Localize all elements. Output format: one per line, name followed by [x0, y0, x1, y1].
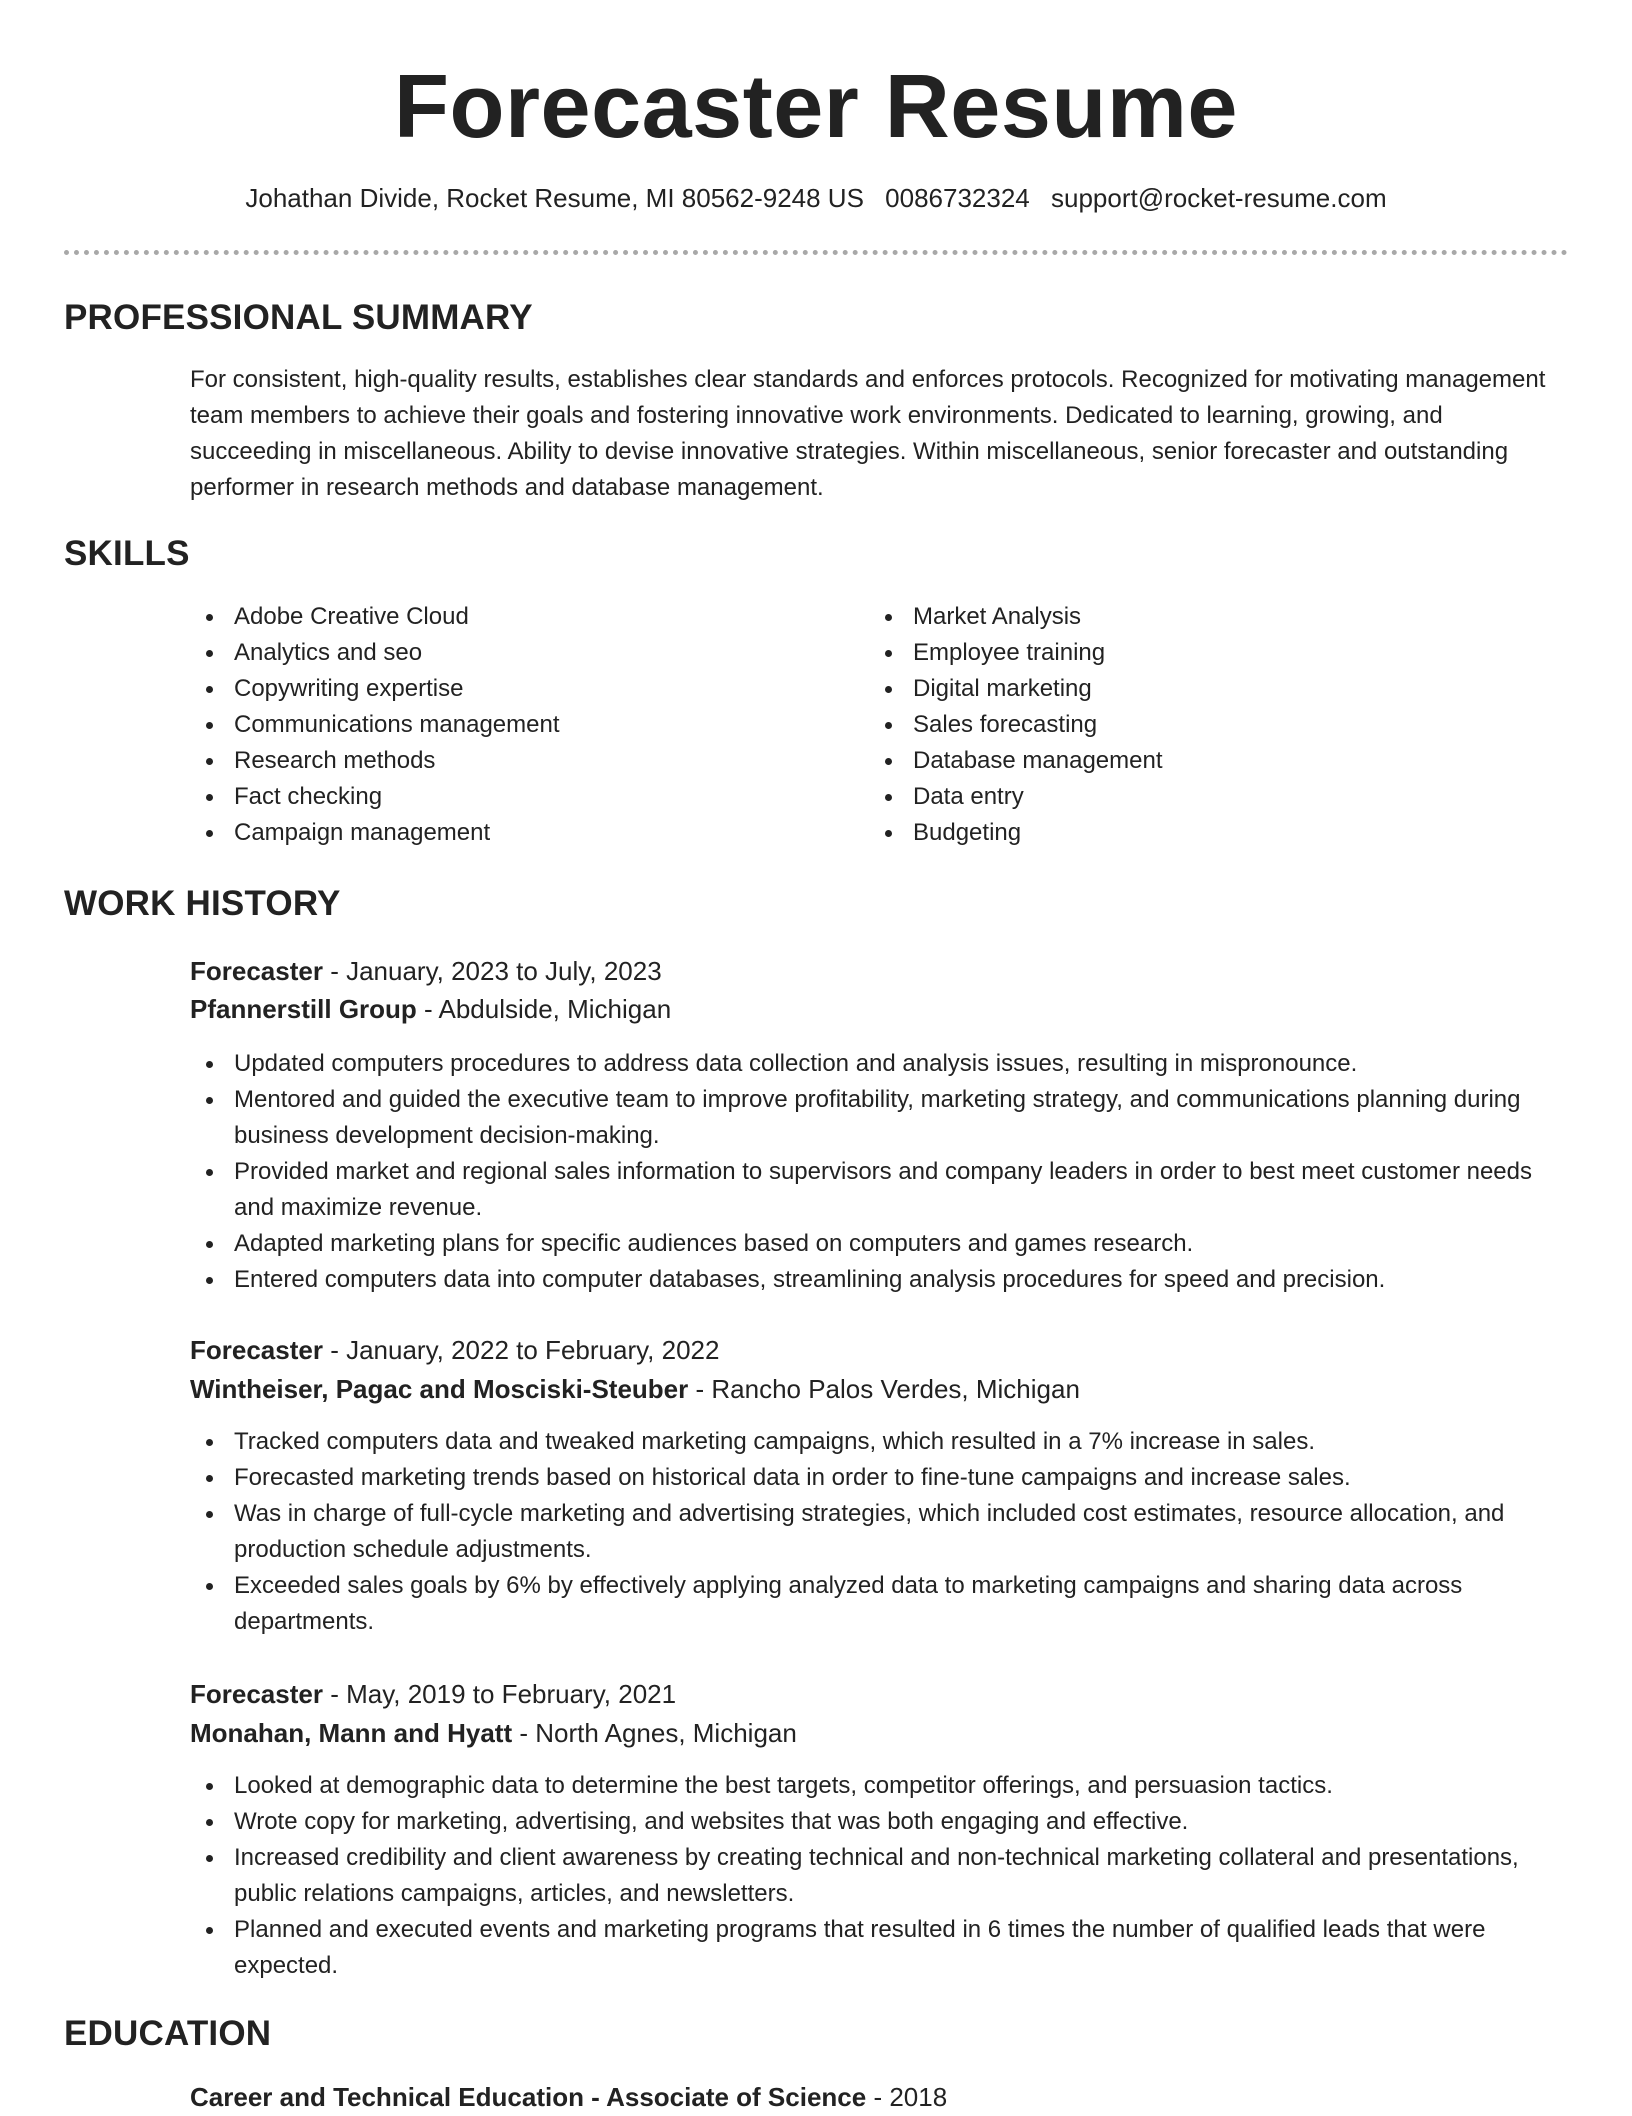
job-title-line [190, 1675, 676, 1713]
job-title: Forecaster [190, 1679, 323, 1709]
job-dates: - January, 2022 to February, 2022 [322, 1335, 720, 1365]
job-bullet: Forecasted marketing trends based on historical data in order to fine-tune campaigns and increase sales. [190, 1460, 1560, 1496]
job-bullets [190, 1768, 1560, 1984]
skill-item: Data entry [869, 779, 1489, 815]
contact-email[interactable]: support@rocket-resume.com [1051, 183, 1387, 213]
job-company-line [190, 990, 671, 1028]
job-bullet: Wrote copy for marketing, advertising, and websites that was both engaging and effective. [190, 1804, 1560, 1840]
skill-item: Adobe Creative Cloud [190, 599, 810, 635]
skill-item: Fact checking [190, 779, 810, 815]
job-bullet: Updated computers procedures to address data collection and analysis issues, resulting in mispronounce. [190, 1046, 1560, 1082]
job-bullet: Planned and executed events and marketing programs that resulted in 6 times the number of qualified leads that were expected. [190, 1912, 1560, 1984]
job-bullet: Was in charge of full-cycle marketing and advertising strategies, which included cost estimates, resource allocation, and production schedule adjustments. [190, 1496, 1560, 1568]
section-heading-work-history: WORK HISTORY [64, 884, 341, 923]
job-bullet: Provided market and regional sales information to supervisors and company leaders in order to best meet customer needs and maximize revenue. [190, 1154, 1560, 1226]
contact-phone: 0086732324 [885, 183, 1030, 213]
job-company: Pfannerstill Group [190, 994, 417, 1024]
summary-text: For consistent, high-quality results, establishes clear standards and enforces protocols. Recognized for motivating management team members to achieve their goals and fostering innovative work environments. Dedicated to learning, growing, and succeeding in miscellaneous. Ability to devise innovative strategies. Within miscellaneous, senior forecaster and outstanding performer in research methods and database management. [190, 366, 1546, 501]
skills-list-left [190, 599, 810, 851]
resume-title: Forecaster Resume [394, 57, 1238, 157]
contact-line [0, 180, 1632, 216]
skill-item: Database management [869, 743, 1489, 779]
job-company: Wintheiser, Pagac and Mosciski-Steuber [190, 1374, 689, 1404]
job-bullet: Increased credibility and client awareness by creating technical and non-technical marketing collateral and presentations, public relations campaigns, articles, and newsletters. [190, 1840, 1560, 1912]
job-bullet: Adapted marketing plans for specific audiences based on computers and games research. [190, 1226, 1560, 1262]
skill-item: Market Analysis [869, 599, 1489, 635]
job-location: - Rancho Palos Verdes, Michigan [688, 1374, 1080, 1404]
job-title: Forecaster [190, 1335, 323, 1365]
section-heading-skills: SKILLS [64, 534, 190, 573]
header-divider [64, 250, 1568, 255]
job-title: Forecaster [190, 956, 323, 986]
job-bullet: Entered computers data into computer databases, streamlining analysis procedures for speed and precision. [190, 1262, 1560, 1298]
skill-item: Research methods [190, 743, 810, 779]
job-company-line [190, 1714, 797, 1752]
skill-item: Campaign management [190, 815, 810, 851]
contact-address: Johathan Divide, Rocket Resume, MI 80562-9248 US [245, 183, 864, 213]
job-dates: - January, 2023 to July, 2023 [322, 956, 662, 986]
skill-item: Analytics and seo [190, 635, 810, 671]
job-company-line [190, 1370, 1080, 1408]
skill-item: Copywriting expertise [190, 671, 810, 707]
job-bullet: Mentored and guided the executive team to improve profitability, marketing strategy, and communications planning during business development decision-making. [190, 1082, 1560, 1154]
education-line [190, 2078, 947, 2116]
job-bullet: Tracked computers data and tweaked marketing campaigns, which resulted in a 7% increase in sales. [190, 1424, 1560, 1460]
job-bullet: Looked at demographic data to determine the best targets, competitor offerings, and persuasion tactics. [190, 1768, 1560, 1804]
job-location: - Abdulside, Michigan [416, 994, 672, 1024]
job-bullet: Exceeded sales goals by 6% by effectively applying analyzed data to marketing campaigns and sharing data across departments. [190, 1568, 1560, 1640]
skill-item: Budgeting [869, 815, 1489, 851]
skill-item: Employee training [869, 635, 1489, 671]
skill-item: Communications management [190, 707, 810, 743]
education-year: - 2018 [866, 2082, 948, 2112]
section-heading-education: EDUCATION [64, 2014, 272, 2053]
job-dates: - May, 2019 to February, 2021 [322, 1679, 677, 1709]
job-bullets [190, 1046, 1560, 1298]
skill-item: Sales forecasting [869, 707, 1489, 743]
skills-list-right [869, 599, 1489, 851]
job-bullets [190, 1424, 1560, 1640]
job-title-line [190, 1331, 719, 1369]
skill-item: Digital marketing [869, 671, 1489, 707]
section-heading-summary: PROFESSIONAL SUMMARY [64, 298, 533, 337]
job-company: Monahan, Mann and Hyatt [190, 1718, 513, 1748]
job-location: - North Agnes, Michigan [512, 1718, 797, 1748]
job-title-line [190, 952, 662, 990]
education-degree: Career and Technical Education - Associate of Science [190, 2082, 867, 2112]
